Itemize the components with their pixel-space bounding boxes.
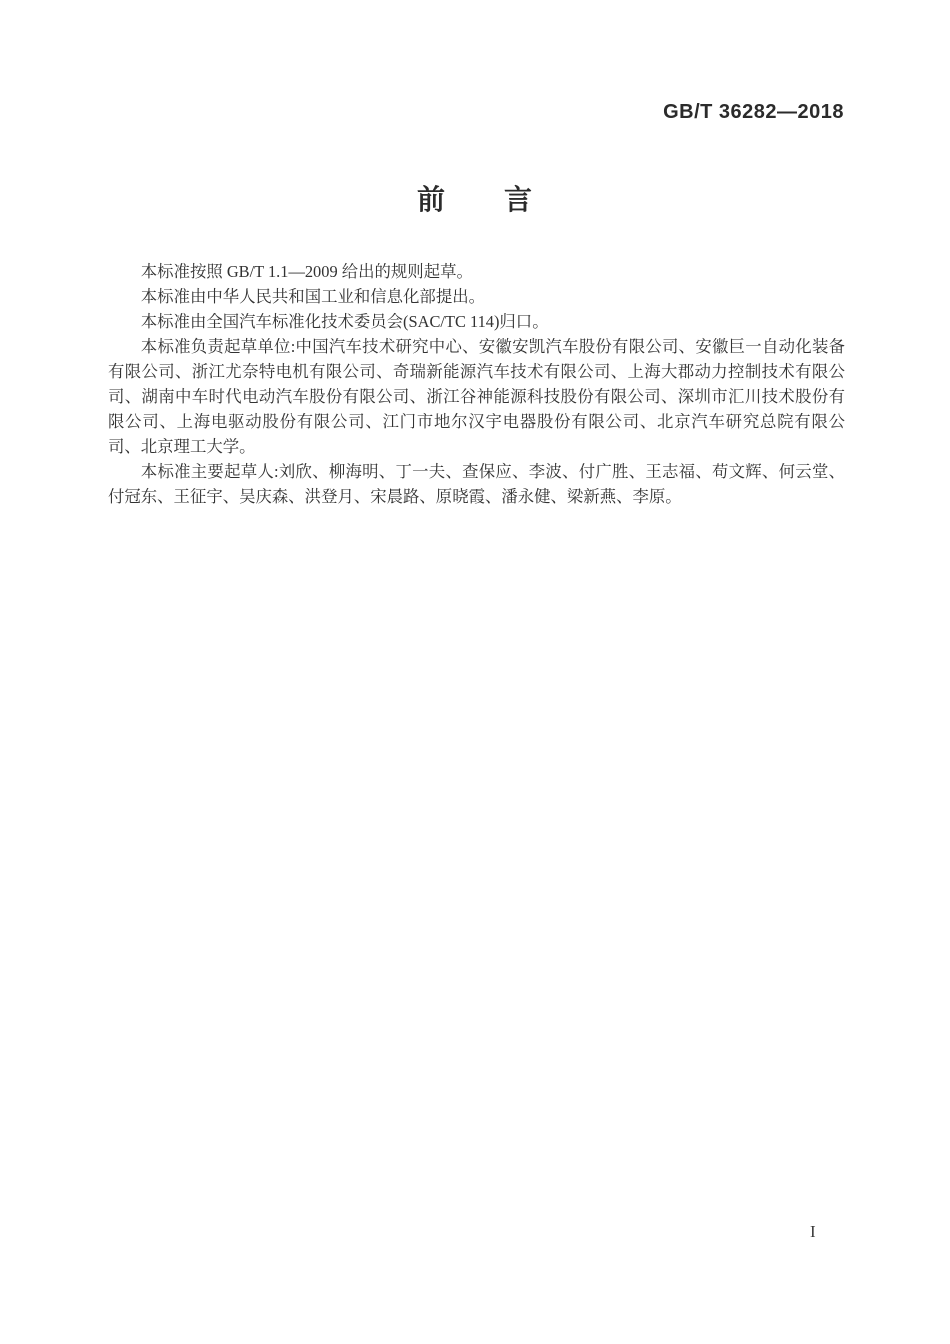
foreword-title: 前 言 [416, 184, 533, 215]
paragraph-proposed-by: 本标准由中华人民共和国工业和信息化部提出。 [140, 287, 485, 306]
paragraph-drafting-rules: 本标准按照 GB/T 1.1—2009 给出的规则起草。 [140, 262, 473, 281]
standard-code: GB/T 36282—2018 [663, 101, 844, 123]
page-number: I [810, 1222, 816, 1241]
foreword-body [108, 259, 845, 509]
paragraph-main-drafters: 本标准主要起草人:刘欣、柳海明、丁一夫、查保应、李波、付广胜、王志福、苟文辉、何云堂、付冠东、王征宇、吴庆森、洪登月、宋晨路、原晓霞、潘永健、梁新燕、李原。 [108, 462, 845, 506]
paragraph-committee: 本标准由全国汽车标准化技术委员会(SAC/TC 114)归口。 [140, 312, 549, 331]
paragraph-drafting-organizations: 本标准负责起草单位:中国汽车技术研究中心、安徽安凯汽车股份有限公司、安徽巨一自动化装备有限公司、浙江尤奈特电机有限公司、奇瑞新能源汽车技术有限公司、上海大郡动力控制技术有限公司、湖南中车时代电动汽车股份有限公司、浙江谷神能源科技股份有限公司、深圳市汇川技术股份有限公司、上海电驱动股份有限公司、江门市地尔汉宇电器股份有限公司、北京汽车研究总院有限公司、北京理工大学。 [108, 337, 845, 456]
